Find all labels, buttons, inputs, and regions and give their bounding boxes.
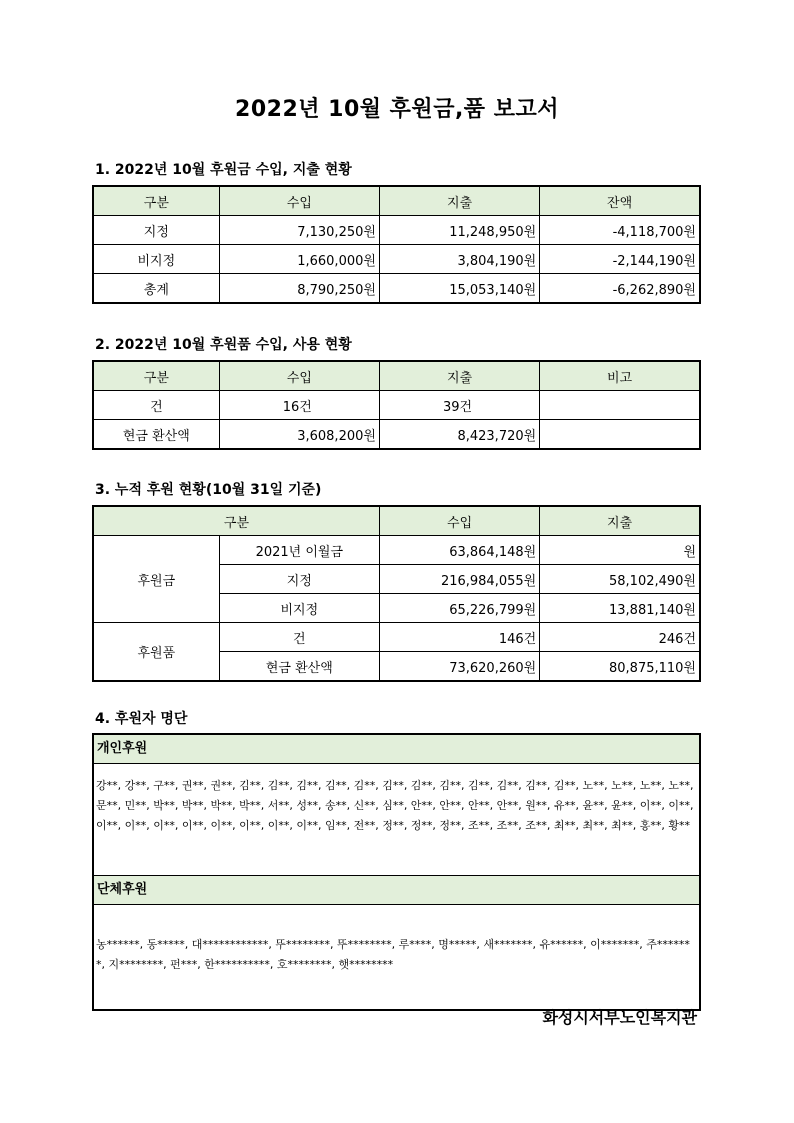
group-label-goods: 후원품 [93,623,219,682]
row-label: 현금 환산액 [219,652,379,682]
balance-cell: -2,144,190원 [540,245,700,274]
income-cell: 1,660,000원 [219,245,379,274]
expense-cell: 3,804,190원 [379,245,539,274]
section1-heading: 1. 2022년 10월 후원금 수입, 지출 현황 [95,162,352,178]
header-balance: 잔액 [540,186,700,216]
income-cell: 63,864,148원 [379,536,539,565]
header-expense: 지출 [540,506,700,536]
table-header-row [93,186,700,216]
income-cell: 8,790,250원 [219,274,379,304]
header-category: 구분 [93,506,379,536]
individual-donor-label: 개인후원 [94,735,699,764]
expense-cell: 80,875,110원 [540,652,700,682]
expense-cell: 246건 [540,623,700,652]
row-label: 현금 환산액 [93,420,219,450]
income-cell: 146건 [379,623,539,652]
header-expense: 지출 [379,186,539,216]
group-label-money: 후원금 [93,536,219,623]
header-income: 수입 [219,186,379,216]
header-income: 수입 [379,506,539,536]
expense-cell: 13,881,140원 [540,594,700,623]
group-donor-names: 농******, 동*****, 대************, 뚜********, 뚜********, 루****, 명*****, 새*******, 유******, 이*******, 주*******, 지********, 펀***, 한**********, 호********, 햇******** [96,938,690,971]
expense-cell: 원 [540,536,700,565]
row-label: 건 [93,391,219,420]
table-row [93,274,700,304]
income-cell: 65,226,799원 [379,594,539,623]
row-label: 2021년 이월금 [219,536,379,565]
income-cell: 7,130,250원 [219,216,379,245]
section2-heading: 2. 2022년 10월 후원품 수입, 사용 현황 [95,337,352,353]
income-cell: 3,608,200원 [219,420,379,450]
balance-cell: -4,118,700원 [540,216,700,245]
row-label: 지정 [219,565,379,594]
remarks-cell [540,420,700,450]
table-row [93,623,700,652]
section3-heading: 3. 누적 후원 현황(10월 31일 기준) [95,482,322,498]
donor-list-box [92,733,701,1011]
header-expense: 지출 [379,361,539,391]
table-row [93,245,700,274]
cumulative-table [92,505,701,682]
table-header-row [93,506,700,536]
donation-goods-table [92,360,701,450]
section4-heading: 4. 후원자 명단 [95,711,188,727]
expense-cell: 58,102,490원 [540,565,700,594]
table-row [93,216,700,245]
group-donor-label: 단체후원 [94,876,699,905]
header-category: 구분 [93,186,219,216]
expense-cell: 11,248,950원 [379,216,539,245]
table-row [93,391,700,420]
income-cell: 73,620,260원 [379,652,539,682]
header-category: 구분 [93,361,219,391]
row-label: 총계 [93,274,219,304]
row-label: 비지정 [219,594,379,623]
organization-name: 화성시서부노인복지관 [542,1008,697,1027]
remarks-cell [540,391,700,420]
individual-donor-names: 강**, 강**, 구**, 권**, 권**, 김**, 김**, 김**, 김**, 김**, 김**, 김**, 김**, 김**, 김**, 김**, 김**, 노**, 노**, 노**, 노**, 문**, 민**, 박**, 박**, 박**, 박**, 서**, 성**, 송**, 신**, 심**, 안**, 안**, 안**, 안**, 원**, 유**, 윤**, 윤**, 이**, 이**, 이**, 이**, 이**, 이**, 이**, 이**, 이**, 이**, 임**, 전**, 정**, 정**, 정**, 조**, 조**, 조**, 최**, 최**, 최**, 홍**, 황** [94,764,699,876]
row-label: 건 [219,623,379,652]
donation-money-table [92,185,701,304]
income-cell: 216,984,055원 [379,565,539,594]
expense-cell: 15,053,140원 [379,274,539,304]
row-label: 지정 [93,216,219,245]
header-remarks: 비고 [540,361,700,391]
table-row [93,420,700,450]
row-label: 비지정 [93,245,219,274]
page-title: 2022년 10월 후원금,품 보고서 [235,97,559,122]
balance-cell: -6,262,890원 [540,274,700,304]
expense-cell: 8,423,720원 [379,420,539,450]
table-header-row [93,361,700,391]
expense-cell: 39건 [379,391,539,420]
table-row [93,536,700,565]
header-income: 수입 [219,361,379,391]
income-cell: 16건 [219,391,379,420]
